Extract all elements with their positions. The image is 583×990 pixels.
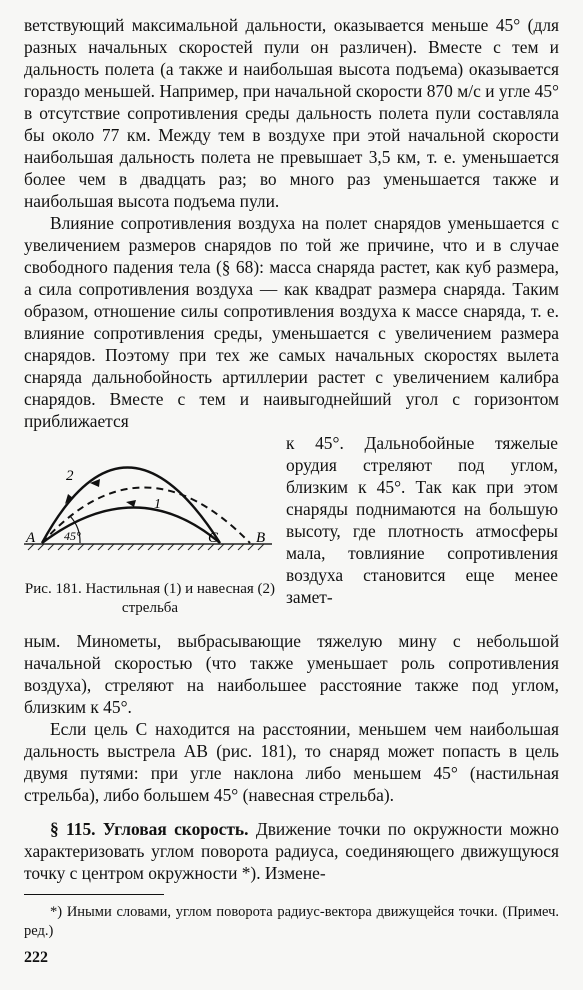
trajectory-diagram bbox=[24, 432, 276, 582]
paragraph-after-figure: ным. Минометы, выбрасывающие тяжелую мину с небольшой начальной скоростью (что также уменьшает роль сопротивления воздуха), стреляют на наибольшее расстояние также под углом, близким к 45°. bbox=[24, 631, 559, 717]
footnote-divider bbox=[24, 894, 164, 895]
figure-181 bbox=[24, 432, 276, 618]
footnote: *) Иными словами, углом поворота радиус-вектора движущейся точки. (Примеч. ред.) bbox=[24, 904, 559, 939]
arrow-icon bbox=[126, 500, 136, 507]
section-115 bbox=[24, 818, 559, 884]
paragraph-air-resistance: Влияние сопротивления воздуха на полет снарядов уменьшается с увеличением размеров снарядов по той же причине, что и в случае свободного падения тела (§ 68): масса снаряда растет, как куб размера, а сила сопротивления воздуха — как квадрат размера снаряда. Таким образом, отношение силы сопротивления воздуха к массе снаряда, т. е. влияние сопротивления среды, уменьшается с увеличением размера снарядов. Поэтому при тех же самых начальных скоростях вылета снаряда дальнобойность артиллерии растет с увеличением калибра снарядов. Вместе с тем и наивыгоднейший угол с горизонтом приближается bbox=[24, 213, 559, 431]
point-b-label: B bbox=[256, 530, 266, 546]
paragraph-top: ветствующий максимальной дальности, оказывается меньше 45° (для разных начальных скоростей пули он различен). Вместе с тем и дальность полета (а также и наибольшая высота подъема) оказывается гораздо меньшей. Например, при начальной скорости 870 м/с и угле 45° в отсутствие сопротивления среды дальность полета пули составляла бы около 77 км. Между тем в воздухе при этой начальной скорости наибольшая дальность полета не превышает 3,5 км, т. е. уменьшается более чем в двадцать раз; во много раз уменьшается также и наибольшая высота подъема пули. bbox=[24, 15, 559, 211]
paragraph-target: Если цель C находится на расстоянии, меньшем чем наибольшая дальность выстрела AB (рис. 181), то снаряд может попасть в цель двумя путями: при угле наклона либо меньшем 45° (настильная стрельба), либо большем 45° (навесная стрельба). bbox=[24, 719, 559, 805]
section-text: Движение точки по окружности можно характеризовать углом поворота радиуса, соединяющего движущуюся точку с центром окружности *). Измене- bbox=[24, 819, 560, 883]
paragraph-side: к 45°. Дальнобойные тяжелые орудия стреляют под углом, близким к 45°. Так как при этом снаряды поднимаются на большую высоту, где плотность атмосферы мала, товлияние сопротивления воздуха становится еще менее замет- bbox=[286, 433, 558, 607]
angle-label: 45° bbox=[64, 529, 81, 543]
trajectory-1-label: 1 bbox=[154, 497, 161, 512]
figure-block bbox=[24, 432, 559, 630]
side-text-column bbox=[286, 432, 558, 608]
figure-caption: Рис. 181. Настильная (1) и навесная (2) стрельба bbox=[24, 581, 276, 616]
trajectory-2-label: 2 bbox=[66, 468, 74, 484]
ground-hatching bbox=[24, 544, 272, 550]
point-c-label: C bbox=[208, 530, 219, 546]
page-number: 222 bbox=[24, 949, 48, 966]
section-title: § 115. Угловая скорость. bbox=[50, 819, 249, 839]
point-a-label: A bbox=[26, 530, 36, 546]
